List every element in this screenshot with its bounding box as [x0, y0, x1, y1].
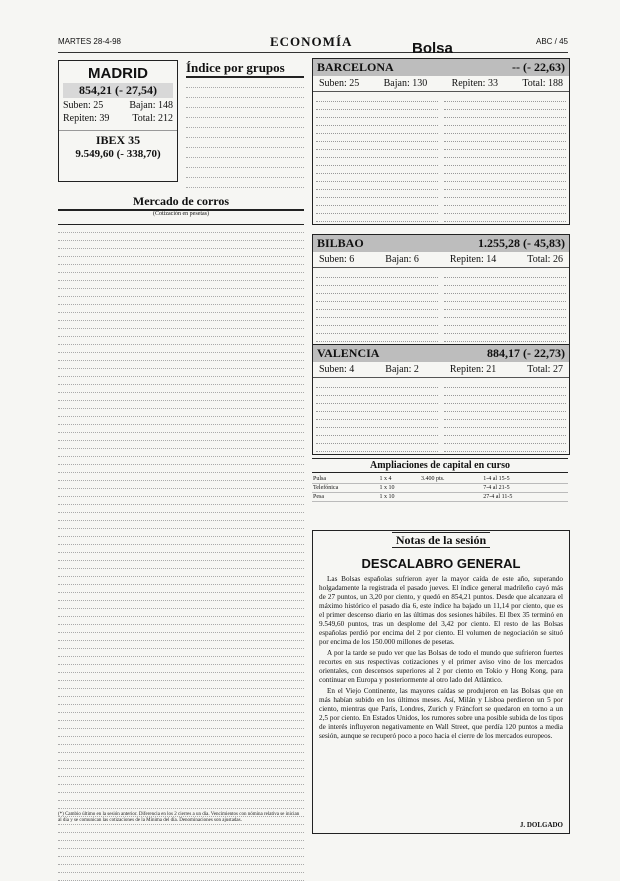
grupos-table	[186, 78, 304, 188]
notas-body	[313, 575, 569, 741]
table-row	[58, 537, 304, 545]
bilbao-col-left	[316, 270, 438, 342]
table-row	[444, 134, 566, 142]
table-row	[58, 337, 304, 345]
table-row	[58, 481, 304, 489]
table-row	[316, 166, 438, 174]
table-row	[444, 444, 566, 452]
valencia-total: Total: 27	[527, 364, 563, 375]
table-row	[58, 825, 304, 833]
table-row	[58, 449, 304, 457]
table-row	[58, 361, 304, 369]
table-row	[316, 310, 438, 318]
header-date: MARTES 28-4-98	[58, 37, 121, 46]
table-row	[316, 334, 438, 342]
valencia-block	[312, 344, 570, 455]
table-row	[316, 158, 438, 166]
table-row	[58, 489, 304, 497]
table-row	[58, 593, 304, 601]
table-cell	[563, 475, 568, 484]
table-cell	[420, 493, 482, 502]
mercado-title: Mercado de corros	[58, 194, 304, 211]
table-row	[58, 425, 304, 433]
table-row	[444, 380, 566, 388]
valencia-col-left	[316, 380, 438, 452]
table-row	[316, 94, 438, 102]
madrid-index-value: 854,21 (- 27,54)	[63, 83, 173, 98]
header-section: ECONOMÍA	[270, 34, 353, 49]
table-row	[58, 761, 304, 769]
table-row	[444, 420, 566, 428]
notas-paragraph: En el Viejo Continente, las mayores caídas se produjeron en las Bolsas que en más habían subido en los últimos meses. Así, Milán y Lisboa perdieron un 5 por ciento, mientras que París, Londres, Zurich y Fráncfort se quedaron en torno a un 2,5 por ciento. En Estados Unidos, los rumores sobre una posible subida de los tipos de interés influyeron negativamente en Wall Street, que perdía 120 puntos a media sesión, aunque se recuperó poco a poco hacia el cierre de los mercados europeos.	[319, 687, 563, 740]
bilbao-value: 1.255,28 (- 45,83)	[478, 236, 565, 250]
table-row	[58, 569, 304, 577]
table-row	[312, 484, 568, 493]
madrid-city: MADRID	[88, 65, 148, 82]
barcelona-suben: Suben: 25	[319, 78, 360, 89]
table-row	[58, 865, 304, 873]
mercado-footnote: (*) Cambio último en la sesión anterior. Diferencia en los 2 cierres a un día. Vencimientos con nómina relativa se inician al día y se comunican las cotizaciones de la Mínima del día. Denominaciones son ajustadas.	[58, 812, 300, 823]
table-row	[58, 313, 304, 321]
table-row	[58, 545, 304, 553]
mercado-subtitle: (Cotización en pesetas)	[153, 211, 209, 217]
bilbao-col-right	[444, 270, 566, 342]
table-row	[186, 138, 304, 148]
table-row	[58, 625, 304, 633]
table-row	[444, 302, 566, 310]
table-row	[316, 270, 438, 278]
table-row	[444, 118, 566, 126]
madrid-row-1	[63, 100, 173, 111]
madrid-bajan: Bajan: 148	[129, 100, 173, 111]
notas-title: Notas de la sesión	[392, 532, 490, 548]
table-cell: Telefónica	[312, 484, 378, 493]
table-row	[58, 585, 304, 593]
grupos-title: Índice por grupos	[186, 60, 304, 78]
table-row	[316, 150, 438, 158]
barcelona-name: BARCELONA	[317, 60, 394, 74]
table-row	[58, 745, 304, 753]
table-row	[316, 428, 438, 436]
valencia-counts	[313, 362, 569, 378]
table-row	[316, 182, 438, 190]
notas-sesion	[312, 530, 570, 834]
table-row	[58, 729, 304, 737]
bilbao-counts	[313, 252, 569, 268]
table-row	[316, 444, 438, 452]
table-cell	[563, 484, 568, 493]
table-row	[316, 134, 438, 142]
ampliaciones-table	[312, 475, 568, 502]
barcelona-repiten: Repiten: 33	[451, 78, 498, 89]
table-cell: Pulsa	[312, 475, 378, 484]
barcelona-counts	[313, 76, 569, 92]
ibex-value: 9.549,60 (- 338,70)	[75, 148, 161, 160]
mercado-table	[58, 225, 304, 881]
table-cell: 27-4 al 11-5	[482, 493, 558, 502]
valencia-repiten: Repiten: 21	[449, 364, 497, 375]
table-row	[316, 174, 438, 182]
table-row	[58, 681, 304, 689]
table-row	[58, 601, 304, 609]
table-row	[58, 833, 304, 841]
table-row	[186, 88, 304, 98]
table-row	[58, 417, 304, 425]
table-row	[312, 493, 568, 502]
table-row	[444, 214, 566, 222]
ampliaciones-title: Ampliaciones de capital en curso	[312, 458, 568, 473]
barcelona-col-right	[444, 94, 566, 222]
table-cell: 7-4 al 21-5	[482, 484, 558, 493]
table-cell: 1-4 al 15-5	[482, 475, 558, 484]
table-row	[58, 769, 304, 777]
table-row	[316, 396, 438, 404]
table-row	[316, 126, 438, 134]
table-row	[444, 182, 566, 190]
mercado-header-rule	[58, 217, 304, 225]
table-row	[58, 561, 304, 569]
table-row	[58, 521, 304, 529]
table-row	[444, 94, 566, 102]
table-row	[316, 318, 438, 326]
table-row	[316, 380, 438, 388]
table-row	[58, 777, 304, 785]
table-row	[444, 206, 566, 214]
table-row	[444, 310, 566, 318]
bilbao-table	[313, 268, 569, 344]
table-row	[58, 281, 304, 289]
table-row	[58, 353, 304, 361]
notas-paragraph: A por la tarde se pudo ver que las Bolsas de todo el mundo que sufrieron fuertes recortes en sus respectivas cotizaciones y el primer aviso vino de los mercados orientales, con descensos superiores al 2 por ciento en Tokio y Hong Kong, para continuar en Europa y posteriormente al otro lado del Atlántico.	[319, 649, 563, 684]
table-row	[58, 409, 304, 417]
table-row	[316, 110, 438, 118]
table-row	[58, 633, 304, 641]
madrid-row-2	[63, 113, 173, 124]
bilbao-block	[312, 234, 570, 345]
madrid-index-box	[58, 60, 178, 182]
table-row	[316, 420, 438, 428]
notas-headline: DESCALABRO GENERAL	[361, 556, 521, 571]
table-row	[444, 166, 566, 174]
table-row	[316, 412, 438, 420]
bilbao-repiten: Repiten: 14	[449, 254, 497, 265]
barcelona-bajan: Bajan: 130	[383, 78, 428, 89]
table-row	[58, 737, 304, 745]
table-row	[186, 158, 304, 168]
table-row	[58, 697, 304, 705]
bilbao-suben: Suben: 6	[319, 254, 355, 265]
table-row	[58, 649, 304, 657]
table-row	[58, 249, 304, 257]
table-row	[58, 841, 304, 849]
table-row	[58, 345, 304, 353]
table-row	[444, 110, 566, 118]
table-row	[316, 190, 438, 198]
table-row	[58, 721, 304, 729]
table-row	[444, 436, 566, 444]
table-row	[58, 529, 304, 537]
table-row	[58, 617, 304, 625]
table-row	[316, 294, 438, 302]
table-cell	[420, 484, 482, 493]
bilbao-name: BILBAO	[317, 236, 364, 250]
table-row	[58, 553, 304, 561]
notas-paragraph: Las Bolsas españolas sufrieron ayer la mayor caída de este año, superando holgadamente la registrada el pasado jueves. El índice general madrileño cayó más de 27 puntos, un 3,20 por ciento, y quedó en 854,21 puntos. Desde que alcanzara el máximo histórico el pasado día 6, este índice ha bajado un 11,14 por ciento, que es el primer descenso diario en las últimas dos sesiones hábiles. El Ibex 35 terminó en 9.549,60 puntos, tras un desplome del 3,42 por ciento. El resto de las Bolsas españolas perdió por encima del 2 por ciento. El volumen de negociación se situó por encima de los 150.000 millones de pesetas.	[319, 575, 563, 646]
valencia-name: VALENCIA	[317, 346, 380, 360]
table-row	[58, 705, 304, 713]
table-row	[444, 150, 566, 158]
table-row	[58, 273, 304, 281]
table-row	[316, 102, 438, 110]
barcelona-total: Total: 188	[522, 78, 563, 89]
table-row	[58, 225, 304, 233]
bolsa-title: Bolsa	[412, 40, 453, 57]
table-row	[444, 388, 566, 396]
page-header	[58, 36, 568, 53]
table-cell: 1 x 4	[378, 475, 420, 484]
ampliaciones-capital	[312, 458, 568, 502]
table-row	[58, 369, 304, 377]
table-row	[444, 278, 566, 286]
mercado-corros	[58, 194, 304, 881]
table-row	[186, 118, 304, 128]
table-row	[316, 404, 438, 412]
table-row	[58, 857, 304, 865]
table-row	[58, 329, 304, 337]
table-cell: 1 x 10	[378, 493, 420, 502]
table-row	[58, 401, 304, 409]
table-row	[58, 713, 304, 721]
table-row	[444, 270, 566, 278]
table-row	[444, 158, 566, 166]
table-row	[186, 78, 304, 88]
barcelona-value: -- (- 22,63)	[512, 60, 565, 74]
barcelona-table	[313, 92, 569, 224]
table-row	[58, 689, 304, 697]
table-row	[316, 118, 438, 126]
valencia-bajan: Bajan: 2	[385, 364, 419, 375]
table-row	[316, 326, 438, 334]
table-row	[58, 241, 304, 249]
table-row	[444, 412, 566, 420]
table-row	[444, 396, 566, 404]
indice-grupos	[186, 60, 304, 184]
table-row	[58, 393, 304, 401]
madrid-repiten: Repiten: 39	[63, 113, 110, 124]
table-row	[58, 465, 304, 473]
valencia-value: 884,17 (- 22,73)	[487, 346, 565, 360]
table-row	[444, 318, 566, 326]
header-publication: ABC / 45	[535, 37, 568, 46]
table-row	[58, 609, 304, 617]
table-row	[58, 497, 304, 505]
table-row	[186, 178, 304, 188]
table-row	[58, 457, 304, 465]
bilbao-bajan: Bajan: 6	[385, 254, 419, 265]
table-row	[58, 473, 304, 481]
madrid-total: Total: 212	[132, 113, 173, 124]
valencia-bar	[313, 345, 569, 362]
table-row	[444, 198, 566, 206]
table-row	[58, 377, 304, 385]
table-cell: Pesa	[312, 493, 378, 502]
table-row	[58, 505, 304, 513]
table-row	[186, 108, 304, 118]
table-row	[316, 142, 438, 150]
notas-signature: J. DOLGADO	[519, 821, 563, 829]
table-row	[316, 214, 438, 222]
table-row	[58, 385, 304, 393]
table-row	[58, 801, 304, 809]
table-row	[58, 577, 304, 585]
table-row	[58, 785, 304, 793]
barcelona-block	[312, 58, 570, 225]
table-row	[186, 98, 304, 108]
table-row	[316, 302, 438, 310]
notas-title-wrap	[313, 533, 569, 548]
madrid-suben: Suben: 25	[63, 100, 104, 111]
table-row	[58, 657, 304, 665]
barcelona-bar	[313, 59, 569, 76]
table-row	[58, 873, 304, 881]
valencia-table	[313, 378, 569, 454]
table-cell: 3.400 pts.	[420, 475, 482, 484]
table-row	[444, 102, 566, 110]
table-row	[316, 388, 438, 396]
table-row	[444, 174, 566, 182]
table-row	[444, 142, 566, 150]
table-row	[58, 513, 304, 521]
table-row	[312, 475, 568, 484]
table-row	[186, 168, 304, 178]
bilbao-total: Total: 26	[527, 254, 563, 265]
ibex-label: IBEX 35	[59, 130, 177, 148]
table-row	[58, 665, 304, 673]
table-row	[444, 294, 566, 302]
table-row	[316, 286, 438, 294]
table-row	[444, 286, 566, 294]
valencia-suben: Suben: 4	[319, 364, 355, 375]
table-row	[58, 305, 304, 313]
table-row	[58, 793, 304, 801]
table-row	[58, 673, 304, 681]
table-row	[444, 326, 566, 334]
table-row	[58, 297, 304, 305]
barcelona-col-left	[316, 94, 438, 222]
table-row	[444, 428, 566, 436]
table-row	[444, 126, 566, 134]
table-row	[316, 436, 438, 444]
valencia-col-right	[444, 380, 566, 452]
table-row	[444, 190, 566, 198]
table-row	[58, 641, 304, 649]
table-row	[186, 148, 304, 158]
bilbao-bar	[313, 235, 569, 252]
table-row	[58, 433, 304, 441]
table-cell	[563, 493, 568, 502]
table-row	[58, 289, 304, 297]
table-row	[58, 753, 304, 761]
table-row	[444, 334, 566, 342]
table-row	[444, 404, 566, 412]
table-cell: 1 x 10	[378, 484, 420, 493]
table-row	[58, 265, 304, 273]
table-row	[58, 321, 304, 329]
table-row	[58, 233, 304, 241]
table-row	[316, 278, 438, 286]
table-row	[316, 198, 438, 206]
table-row	[58, 441, 304, 449]
table-row	[58, 849, 304, 857]
table-row	[58, 257, 304, 265]
table-row	[186, 128, 304, 138]
table-row	[316, 206, 438, 214]
